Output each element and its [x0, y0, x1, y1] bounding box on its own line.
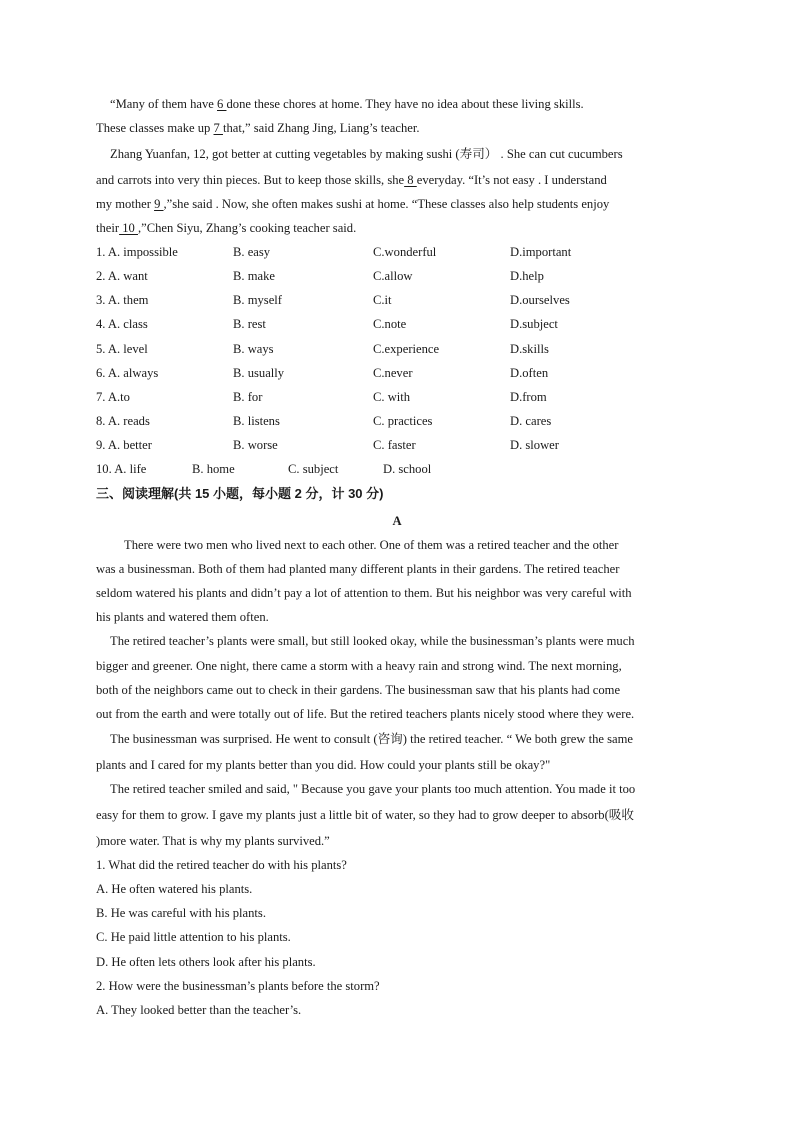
- section-title: 三、阅读理解(共 15 小题，每小题 2 分，计 30 分): [96, 486, 384, 501]
- option-row: [96, 437, 656, 453]
- option-d: D. slower: [510, 438, 559, 452]
- reading-line: The retired teacher’s plants were small, but still looked okay, while the businessman’s plants were much: [110, 634, 635, 648]
- option-b: B. myself: [233, 293, 282, 307]
- option-d: D.skills: [510, 342, 549, 356]
- option-row: [96, 316, 656, 332]
- blank-8: 8: [404, 173, 417, 187]
- option-c: C. subject: [288, 462, 339, 476]
- passage-line: [96, 120, 420, 136]
- option-row: [96, 244, 656, 260]
- answer-option: D. He often lets others look after his plants.: [96, 955, 316, 969]
- reading-line: both of the neighbors came out to check in their gardens. The businessman saw that his plants had come: [96, 683, 621, 697]
- blank-10: 10: [119, 221, 138, 235]
- text-run: their: [96, 221, 120, 235]
- option-row: [96, 389, 656, 405]
- option-d: D. cares: [510, 414, 552, 428]
- option-b: B. make: [233, 269, 275, 283]
- option-c: C.allow: [373, 269, 413, 283]
- passage-line: [96, 172, 607, 188]
- passage-line: [96, 220, 356, 236]
- blank-9: 9: [154, 197, 164, 211]
- option-a: 10. A. life: [96, 462, 147, 476]
- option-a: 2. A. want: [96, 269, 148, 283]
- option-b: B. worse: [233, 438, 278, 452]
- text-run: ,”she said . Now, she often makes sushi at home. “These classes also help students enjoy: [163, 197, 610, 211]
- text-run: ,”Chen Siyu, Zhang’s cooking teacher said.: [137, 221, 357, 235]
- option-row: [96, 268, 656, 284]
- option-d: D.often: [510, 366, 549, 380]
- option-c: C.experience: [373, 342, 440, 356]
- reading-line: bigger and greener. One night, there came a storm with a heavy rain and strong wind. The next morning,: [96, 659, 622, 673]
- option-a: 7. A.to: [96, 390, 130, 404]
- option-d: D.ourselves: [510, 293, 570, 307]
- option-a: 1. A. impossible: [96, 245, 178, 259]
- answer-option: A. He often watered his plants.: [96, 882, 253, 896]
- passage-label: A: [392, 514, 402, 528]
- text-run: done these chores at home. They have no idea about these living skills.: [226, 97, 584, 111]
- question-stem: 1. What did the retired teacher do with his plants?: [96, 858, 347, 872]
- reading-line: seldom watered his plants and didn’t pay a lot of attention to them. But his neighbor was very careful with: [96, 586, 632, 600]
- option-c: C.it: [373, 293, 392, 307]
- reading-line: The businessman was surprised. He went to consult (咨询) the retired teacher. “ We both grew the same: [110, 732, 633, 746]
- reading-line: There were two men who lived next to each other. One of them was a retired teacher and the other: [124, 538, 619, 552]
- option-c: C. faster: [373, 438, 416, 452]
- question-stem: 2. How were the businessman’s plants before the storm?: [96, 979, 380, 993]
- answer-option: A. They looked better than the teacher’s.: [96, 1003, 302, 1017]
- reading-line: was a businessman. Both of them had planted many different plants in their gardens. The retired teacher: [96, 562, 620, 576]
- option-a: 8. A. reads: [96, 414, 150, 428]
- text-run: These classes make up: [96, 121, 214, 135]
- text-run: and carrots into very thin pieces. But to keep those skills, she: [96, 173, 405, 187]
- option-row: [96, 413, 656, 429]
- blank-7: 7: [213, 121, 223, 135]
- option-row: [96, 341, 656, 357]
- option-row: [96, 365, 656, 381]
- passage-line: [110, 96, 584, 112]
- option-c: C.never: [373, 366, 413, 380]
- option-d: D.important: [510, 245, 572, 259]
- option-a: 5. A. level: [96, 342, 148, 356]
- option-b: B. home: [192, 462, 235, 476]
- option-b: B. ways: [233, 342, 274, 356]
- blank-6: 6: [217, 97, 227, 111]
- option-d: D.from: [510, 390, 547, 404]
- option-c: C.wonderful: [373, 245, 437, 259]
- reading-line: )more water. That is why my plants survived.”: [96, 834, 330, 848]
- option-c: C.note: [373, 317, 407, 331]
- reading-line: easy for them to grow. I gave my plants just a little bit of water, so they had to grow deeper to absorb(吸收: [96, 808, 634, 822]
- option-d: D. school: [383, 462, 432, 476]
- text-run: that,” said Zhang Jing, Liang’s teacher.: [222, 121, 420, 135]
- option-c: C. with: [373, 390, 411, 404]
- text-run: “Many of them have: [110, 97, 218, 111]
- option-b: B. for: [233, 390, 263, 404]
- answer-option: B. He was careful with his plants.: [96, 906, 266, 920]
- reading-line: his plants and watered them often.: [96, 610, 269, 624]
- reading-line: out from the earth and were totally out of life. But the retired teachers plants nicely stood where they were.: [96, 707, 635, 721]
- reading-line: The retired teacher smiled and said, " Because you gave your plants too much attention. You made it too: [110, 782, 636, 796]
- reading-line: plants and I cared for my plants better than you did. How could your plants still be okay?": [96, 758, 551, 772]
- option-row: [96, 292, 656, 308]
- option-d: D.subject: [510, 317, 558, 331]
- option-b: B. rest: [233, 317, 266, 331]
- option-b: B. easy: [233, 245, 271, 259]
- passage-line: [96, 196, 609, 212]
- text-run: everyday. “It’s not easy . I understand: [416, 173, 607, 187]
- option-a: 4. A. class: [96, 317, 148, 331]
- option-a: 6. A. always: [96, 366, 159, 380]
- text-run: my mother: [96, 197, 155, 211]
- option-b: B. listens: [233, 414, 280, 428]
- option-row: [96, 461, 656, 477]
- option-b: B. usually: [233, 366, 285, 380]
- option-a: 9. A. better: [96, 438, 152, 452]
- answer-option: C. He paid little attention to his plants.: [96, 930, 291, 944]
- option-c: C. practices: [373, 414, 433, 428]
- passage-line: Zhang Yuanfan, 12, got better at cutting vegetables by making sushi (寿司） . She can cut cucumbers: [110, 147, 623, 161]
- option-a: 3. A. them: [96, 293, 149, 307]
- option-d: D.help: [510, 269, 544, 283]
